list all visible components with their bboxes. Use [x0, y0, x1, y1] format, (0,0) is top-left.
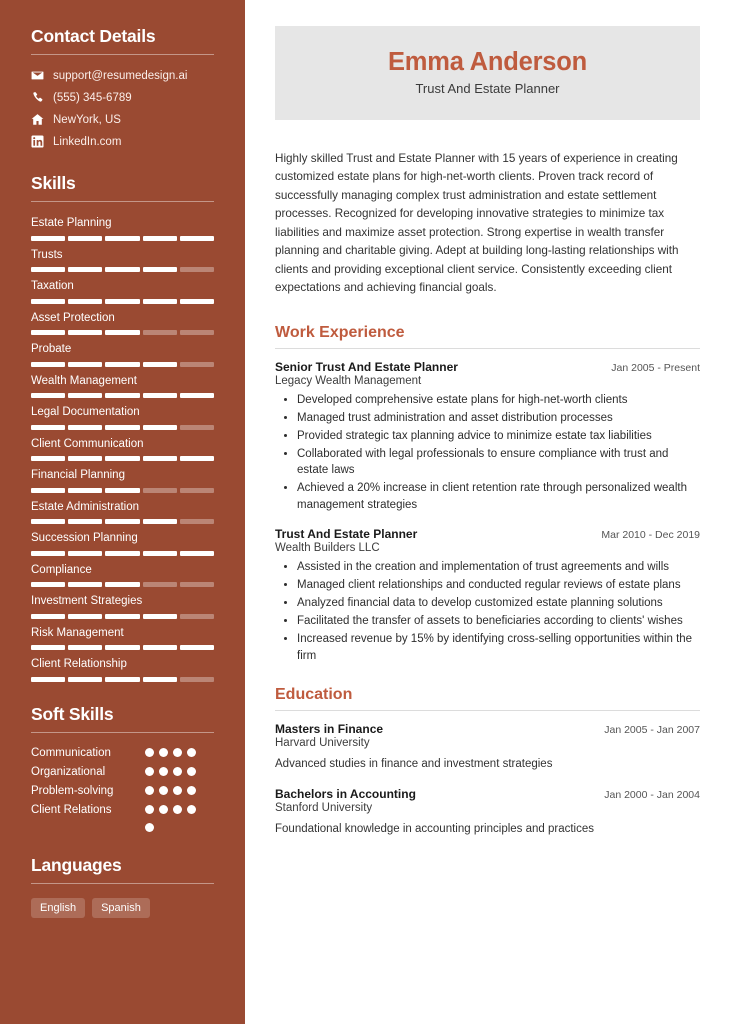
soft-skills-section	[31, 704, 214, 832]
skill-bar-segment	[105, 236, 139, 241]
skill-item	[31, 437, 214, 462]
entry-date-range: Mar 2010 - Dec 2019	[601, 529, 700, 542]
skill-item	[31, 531, 214, 556]
skill-bar-segment	[68, 645, 102, 650]
skill-name: Trusts	[31, 248, 63, 261]
skill-level-bar	[31, 551, 214, 556]
skills-section	[31, 173, 214, 682]
rating-dot	[145, 748, 154, 757]
entry-organization: Stanford University	[275, 801, 373, 814]
rating-dot	[187, 786, 196, 795]
contact-details-heading: Contact Details	[31, 26, 156, 46]
skill-bar-segment	[105, 582, 139, 587]
skill-bar-segment	[68, 551, 102, 556]
education-section	[275, 686, 700, 838]
languages-list	[31, 898, 214, 918]
soft-skill-row	[31, 804, 214, 816]
contact-row[interactable]	[31, 135, 214, 148]
skill-name: Succession Planning	[31, 532, 138, 545]
rating-dot	[173, 805, 182, 814]
entry-bullet: • Facilitated the transfer of assets to beneficiaries according to clients' wishes	[297, 613, 700, 630]
skill-item	[31, 657, 214, 682]
rating-dot	[159, 805, 168, 814]
soft-skills-list	[31, 747, 214, 816]
skill-bar-segment	[143, 614, 177, 619]
education-divider	[275, 710, 700, 711]
linkedin-icon	[31, 135, 44, 148]
skill-level-bar	[31, 645, 214, 650]
skill-bar-segment	[180, 393, 214, 398]
skill-bar-segment	[68, 362, 102, 367]
soft-skill-rating	[145, 786, 196, 795]
education-entry	[275, 722, 700, 773]
soft-skill-rating	[145, 748, 196, 757]
entry-title: Trust And Estate Planner	[275, 527, 418, 542]
soft-skill-row	[31, 747, 214, 759]
skill-level-bar	[31, 267, 214, 272]
skill-name: Probate	[31, 343, 72, 356]
skill-bar-segment	[68, 299, 102, 304]
skill-bar-segment	[105, 330, 139, 335]
contact-row[interactable]	[31, 113, 214, 126]
skill-bar-segment	[143, 236, 177, 241]
entry-title: Senior Trust And Estate Planner	[275, 359, 458, 374]
contact-divider	[31, 54, 214, 55]
entry-bullet-list	[275, 559, 700, 664]
skill-bar-segment	[31, 645, 65, 650]
entry-title: Bachelors in Accounting	[275, 786, 416, 801]
skill-bar-segment	[105, 614, 139, 619]
skills-heading: Skills	[31, 173, 76, 193]
skill-bar-segment	[180, 582, 214, 587]
contact-value: LinkedIn.com	[53, 135, 122, 148]
skill-bar-segment	[143, 677, 177, 682]
skill-bar-segment	[143, 330, 177, 335]
language-tag: English	[31, 898, 85, 918]
skill-bar-segment	[180, 614, 214, 619]
entry-bullet: • Managed client relationships and conducted regular reviews of estate plans	[297, 577, 700, 594]
entry-date-range: Jan 2000 - Jan 2004	[604, 788, 700, 801]
skill-name: Asset Protection	[31, 311, 115, 324]
skill-item	[31, 311, 214, 336]
skill-bar-segment	[180, 362, 214, 367]
skill-bar-segment	[31, 267, 65, 272]
skill-bar-segment	[105, 645, 139, 650]
education-list	[275, 722, 700, 838]
contact-value: (555) 345-6789	[53, 91, 132, 104]
skill-bar-segment	[143, 551, 177, 556]
rating-dot	[145, 767, 154, 776]
skill-bar-segment	[105, 456, 139, 461]
candidate-name: Emma Anderson	[387, 48, 588, 76]
entry-description: Advanced studies in finance and investment strategies	[275, 758, 553, 771]
skill-bar-segment	[68, 236, 102, 241]
skill-name: Risk Management	[31, 626, 124, 639]
skill-item	[31, 500, 214, 525]
skill-bar-segment	[31, 362, 65, 367]
candidate-job-title: Trust And Estate Planner	[415, 81, 560, 96]
languages-divider	[31, 883, 214, 884]
skill-name: Client Relationship	[31, 658, 127, 671]
rating-dot	[159, 767, 168, 776]
soft-skills-extra-dot	[145, 823, 214, 832]
skill-bar-segment	[31, 425, 65, 430]
entry-header	[275, 527, 700, 541]
skill-bar-segment	[68, 330, 102, 335]
skill-level-bar	[31, 677, 214, 682]
skill-bar-segment	[180, 425, 214, 430]
entry-bullet: • Increased revenue by 15% by identifying cross-selling opportunities within the firm	[297, 631, 700, 665]
entry-header	[275, 787, 700, 801]
skill-name: Investment Strategies	[31, 595, 143, 608]
professional-summary: Highly skilled Trust and Estate Planner with 15 years of experience in creating customized estate plans for high-net-worth clients. Proven track record of successfully managing complex trust administration and estate settlement processes. Recognized for developing innovative strategies to minimize tax liabilities and maximize asset protection. Strong expertise in wealth transfer planning and charitable giving. Adept at building long-lasting relationships with clients and providing exceptional client service. Consistently exceeding client expectations and achieving financial goals.	[275, 152, 679, 295]
entry-bullet: • Managed trust administration and asset distribution processes	[297, 410, 700, 427]
entry-organization: Harvard University	[275, 737, 370, 750]
skill-bar-segment	[143, 362, 177, 367]
work-experience-divider	[275, 348, 700, 349]
skill-bar-segment	[180, 519, 214, 524]
skill-bar-segment	[31, 236, 65, 241]
soft-skills-divider	[31, 732, 214, 733]
rating-dot	[173, 767, 182, 776]
skill-bar-segment	[180, 236, 214, 241]
work-experience-entry	[275, 360, 700, 514]
soft-skill-name: Communication	[31, 746, 111, 759]
entry-bullet: • Analyzed financial data to develop customized estate planning solutions	[297, 595, 700, 612]
name-header-card	[275, 26, 700, 120]
skill-bar-segment	[31, 299, 65, 304]
soft-skill-name: Organizational	[31, 765, 106, 778]
skill-bar-segment	[143, 645, 177, 650]
skill-bar-segment	[143, 456, 177, 461]
work-experience-entry	[275, 527, 700, 664]
skill-name: Financial Planning	[31, 469, 125, 482]
soft-skill-rating	[145, 767, 196, 776]
language-tag: Spanish	[92, 898, 150, 918]
skill-bar-segment	[68, 614, 102, 619]
skill-item	[31, 468, 214, 493]
skill-bar-segment	[105, 519, 139, 524]
work-experience-heading: Work Experience	[275, 323, 405, 341]
rating-dot	[187, 805, 196, 814]
skill-bar-segment	[143, 582, 177, 587]
skill-bar-segment	[180, 299, 214, 304]
skill-bar-segment	[143, 425, 177, 430]
skill-bar-segment	[105, 267, 139, 272]
skill-bar-segment	[31, 551, 65, 556]
skill-level-bar	[31, 393, 214, 398]
sidebar	[0, 0, 245, 1024]
rating-dot	[187, 767, 196, 776]
skill-bar-segment	[68, 425, 102, 430]
home-icon	[31, 113, 44, 126]
skill-bar-segment	[105, 677, 139, 682]
skill-level-bar	[31, 236, 214, 241]
soft-skill-name: Problem-solving	[31, 784, 114, 797]
skill-level-bar	[31, 488, 214, 493]
soft-skill-row	[31, 766, 214, 778]
contact-value: support@resumedesign.ai	[53, 69, 188, 82]
skill-bar-segment	[68, 582, 102, 587]
work-experience-section	[275, 324, 700, 665]
skill-bar-segment	[31, 614, 65, 619]
rating-dot	[159, 748, 168, 757]
contact-row[interactable]	[31, 69, 214, 82]
skill-item	[31, 594, 214, 619]
skill-item	[31, 405, 214, 430]
skill-level-bar	[31, 425, 214, 430]
skill-bar-segment	[180, 677, 214, 682]
skill-bar-segment	[105, 551, 139, 556]
skill-item	[31, 279, 214, 304]
phone-icon	[31, 91, 44, 104]
skill-level-bar	[31, 582, 214, 587]
skill-level-bar	[31, 614, 214, 619]
skill-bar-segment	[143, 393, 177, 398]
work-experience-list	[275, 360, 700, 665]
skill-bar-segment	[105, 299, 139, 304]
skill-bar-segment	[68, 519, 102, 524]
education-entry	[275, 787, 700, 838]
contact-details-section	[31, 26, 214, 148]
skill-bar-segment	[143, 299, 177, 304]
skill-name: Estate Administration	[31, 500, 140, 513]
skill-bar-segment	[68, 677, 102, 682]
entry-bullet: • Provided strategic tax planning advice to minimize estate tax liabilities	[297, 428, 700, 445]
skill-name: Client Communication	[31, 437, 144, 450]
rating-dot	[173, 748, 182, 757]
rating-dot	[145, 823, 154, 832]
entry-bullet-list	[275, 392, 700, 514]
skill-bar-segment	[180, 267, 214, 272]
skill-bar-segment	[31, 582, 65, 587]
entry-header	[275, 360, 700, 374]
skill-name: Taxation	[31, 280, 74, 293]
entry-description: Foundational knowledge in accounting principles and practices	[275, 822, 595, 835]
skill-level-bar	[31, 299, 214, 304]
languages-heading: Languages	[31, 854, 122, 875]
entry-date-range: Jan 2005 - Jan 2007	[604, 724, 700, 737]
skill-item	[31, 626, 214, 651]
entry-bullet: • Developed comprehensive estate plans for high-net-worth clients	[297, 392, 700, 409]
skill-level-bar	[31, 456, 214, 461]
soft-skill-name: Client Relations	[31, 803, 112, 816]
skill-bar-segment	[68, 267, 102, 272]
skill-bar-segment	[105, 362, 139, 367]
skill-name: Wealth Management	[31, 374, 137, 387]
skill-bar-segment	[68, 488, 102, 493]
skill-item	[31, 216, 214, 241]
skill-bar-segment	[31, 330, 65, 335]
skill-bar-segment	[180, 551, 214, 556]
soft-skill-row	[31, 785, 214, 797]
skill-bar-segment	[68, 393, 102, 398]
skill-bar-segment	[31, 456, 65, 461]
entry-bullet: • Collaborated with legal professionals to ensure compliance with trust and estate laws	[297, 446, 700, 480]
skill-bar-segment	[68, 456, 102, 461]
education-heading: Education	[275, 686, 353, 704]
contact-list	[31, 69, 214, 148]
skill-bar-segment	[143, 519, 177, 524]
contact-value: NewYork, US	[53, 113, 121, 126]
rating-dot	[145, 786, 154, 795]
skill-item	[31, 563, 214, 588]
entry-title: Masters in Finance	[275, 722, 384, 737]
skill-bar-segment	[180, 330, 214, 335]
envelope-icon	[31, 69, 44, 82]
skill-bar-segment	[180, 645, 214, 650]
skill-level-bar	[31, 330, 214, 335]
skill-bar-segment	[143, 488, 177, 493]
skill-bar-segment	[31, 393, 65, 398]
skill-bar-segment	[31, 519, 65, 524]
skill-level-bar	[31, 519, 214, 524]
skill-item	[31, 342, 214, 367]
soft-skill-rating	[145, 805, 196, 814]
entry-bullet: • Achieved a 20% increase in client retention rate through personalized wealth management strategies	[297, 480, 700, 514]
skills-list	[31, 216, 214, 682]
skill-item	[31, 374, 214, 399]
skill-name: Legal Documentation	[31, 406, 140, 419]
rating-dot	[159, 786, 168, 795]
skill-name: Compliance	[31, 563, 92, 576]
skill-bar-segment	[31, 677, 65, 682]
languages-section	[31, 855, 214, 918]
skill-bar-segment	[143, 267, 177, 272]
entry-organization: Legacy Wealth Management	[275, 374, 422, 387]
entry-organization: Wealth Builders LLC	[275, 542, 380, 555]
skill-bar-segment	[31, 488, 65, 493]
skill-name: Estate Planning	[31, 217, 112, 229]
skill-level-bar	[31, 362, 214, 367]
entry-date-range: Jan 2005 - Present	[611, 361, 700, 374]
skill-item	[31, 248, 214, 273]
skill-bar-segment	[105, 488, 139, 493]
skill-bar-segment	[180, 456, 214, 461]
skills-divider	[31, 201, 214, 202]
entry-bullet: • Assisted in the creation and implementation of trust agreements and wills	[297, 559, 700, 576]
soft-skills-heading: Soft Skills	[31, 703, 114, 724]
rating-dot	[173, 786, 182, 795]
entry-header	[275, 722, 700, 736]
rating-dot	[145, 805, 154, 814]
main-content	[245, 0, 730, 1024]
skill-bar-segment	[105, 425, 139, 430]
skill-bar-segment	[180, 488, 214, 493]
contact-row[interactable]	[31, 91, 214, 104]
rating-dot	[187, 748, 196, 757]
skill-bar-segment	[105, 393, 139, 398]
